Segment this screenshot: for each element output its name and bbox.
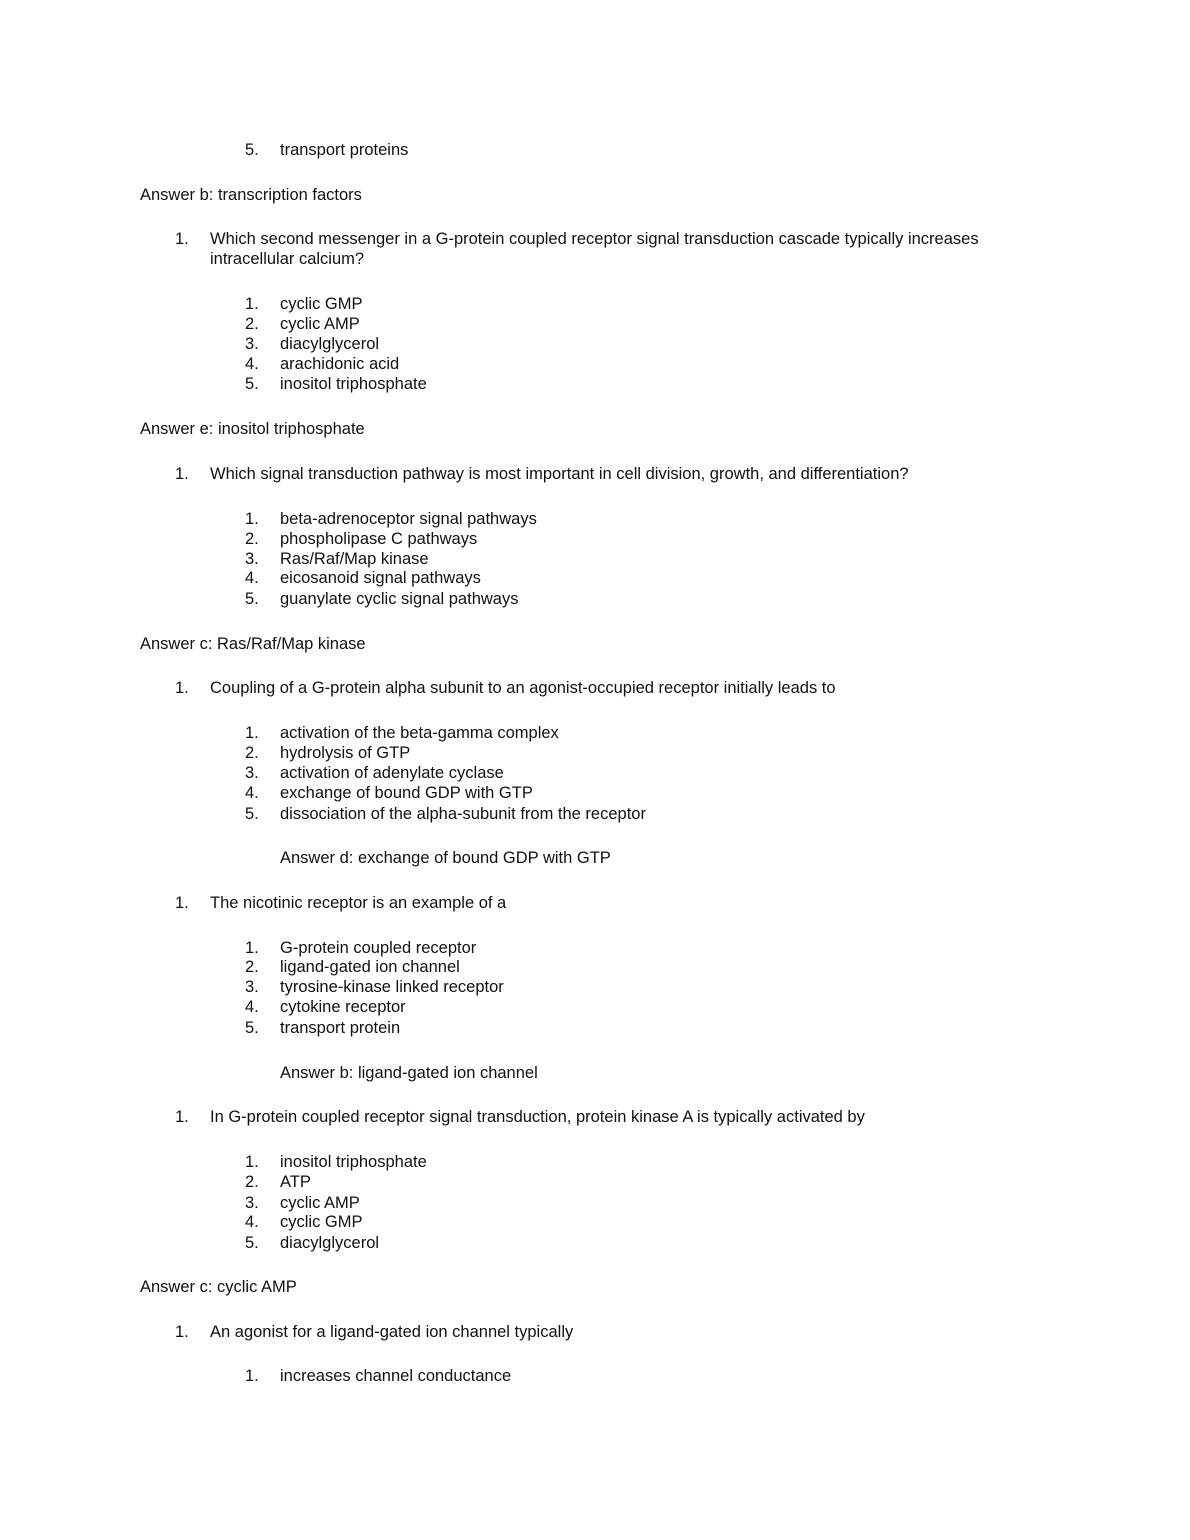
option-number: 1. bbox=[245, 939, 259, 957]
question-text: In G-protein coupled receptor signal transduction, protein kinase A is typically activated by bbox=[210, 1108, 865, 1126]
answer-line: Answer c: cyclic AMP bbox=[140, 1278, 297, 1296]
option-number: 2. bbox=[245, 530, 259, 548]
option-number: 1. bbox=[245, 1153, 259, 1171]
option-text: inositol triphosphate bbox=[280, 375, 427, 393]
question-text: Which second messenger in a G-protein coupled receptor signal transduction cascade typically increases intracellular calcium? bbox=[210, 230, 979, 268]
option-number: 3. bbox=[245, 978, 259, 996]
option-number: 4. bbox=[245, 355, 259, 373]
option-text: ligand-gated ion channel bbox=[280, 958, 460, 976]
option-number: 4. bbox=[245, 998, 259, 1016]
question-text: An agonist for a ligand-gated ion channel typically bbox=[210, 1323, 574, 1341]
option-number: 1. bbox=[245, 510, 259, 528]
option-number: 1. bbox=[245, 1367, 259, 1385]
option-number: 4. bbox=[245, 1213, 259, 1231]
option-number: 5. bbox=[245, 590, 259, 608]
option-number: 1. bbox=[245, 724, 259, 742]
answer-line: Answer e: inositol triphosphate bbox=[140, 420, 365, 438]
option-text: cyclic GMP bbox=[280, 295, 363, 313]
option-number: 5. bbox=[245, 1019, 259, 1037]
option-text: diacylglycerol bbox=[280, 335, 380, 353]
option-text: transport protein bbox=[280, 1019, 401, 1037]
question-number: 1. bbox=[175, 1108, 189, 1126]
option-number: 2. bbox=[245, 958, 259, 976]
question-number: 1. bbox=[175, 230, 189, 248]
option-text: cyclic AMP bbox=[280, 315, 360, 333]
option-text: hydrolysis of GTP bbox=[280, 744, 411, 762]
option-text: phospholipase C pathways bbox=[280, 530, 478, 548]
option-number: 4. bbox=[245, 569, 259, 587]
option-text: dissociation of the alpha-subunit from the receptor bbox=[280, 805, 646, 823]
option-number: 5. bbox=[245, 805, 259, 823]
option-number: 4. bbox=[245, 784, 259, 802]
option-number: 5. bbox=[245, 141, 259, 159]
option-text: activation of the beta-gamma complex bbox=[280, 724, 559, 742]
option-text: increases channel conductance bbox=[280, 1367, 512, 1385]
question-text: Coupling of a G-protein alpha subunit to an agonist-occupied receptor initially leads to bbox=[210, 679, 836, 697]
option-text: diacylglycerol bbox=[280, 1234, 380, 1252]
option-text: tyrosine-kinase linked receptor bbox=[280, 978, 504, 996]
answer-line: Answer d: exchange of bound GDP with GTP bbox=[280, 849, 611, 867]
option-number: 2. bbox=[245, 315, 259, 333]
answer-line: Answer b: ligand-gated ion channel bbox=[280, 1064, 538, 1082]
option-text: G-protein coupled receptor bbox=[280, 939, 477, 957]
option-text: cyclic GMP bbox=[280, 1213, 363, 1231]
question-text: Which signal transduction pathway is most important in cell division, growth, and differentiation? bbox=[210, 465, 909, 483]
option-text: eicosanoid signal pathways bbox=[280, 569, 481, 587]
option-number: 2. bbox=[245, 744, 259, 762]
question-number: 1. bbox=[175, 1323, 189, 1341]
question-number: 1. bbox=[175, 894, 189, 912]
option-number: 5. bbox=[245, 1234, 259, 1252]
option-text: cyclic AMP bbox=[280, 1194, 360, 1212]
question-number: 1. bbox=[175, 465, 189, 483]
option-text: arachidonic acid bbox=[280, 355, 400, 373]
option-number: 3. bbox=[245, 550, 259, 568]
option-number: 1. bbox=[245, 295, 259, 313]
option-text: exchange of bound GDP with GTP bbox=[280, 784, 533, 802]
option-text: transport proteins bbox=[280, 141, 409, 159]
option-number: 3. bbox=[245, 1194, 259, 1212]
option-number: 3. bbox=[245, 764, 259, 782]
question-number: 1. bbox=[175, 679, 189, 697]
option-number: 3. bbox=[245, 335, 259, 353]
option-text: beta-adrenoceptor signal pathways bbox=[280, 510, 537, 528]
answer-line: Answer b: transcription factors bbox=[140, 186, 362, 204]
option-number: 5. bbox=[245, 375, 259, 393]
option-text: activation of adenylate cyclase bbox=[280, 764, 504, 782]
answer-line: Answer c: Ras/Raf/Map kinase bbox=[140, 635, 366, 653]
option-text: cytokine receptor bbox=[280, 998, 406, 1016]
option-text: ATP bbox=[280, 1173, 311, 1191]
option-text: inositol triphosphate bbox=[280, 1153, 427, 1171]
question-text: The nicotinic receptor is an example of a bbox=[210, 894, 507, 912]
option-text: Ras/Raf/Map kinase bbox=[280, 550, 429, 568]
option-text: guanylate cyclic signal pathways bbox=[280, 590, 519, 608]
option-number: 2. bbox=[245, 1173, 259, 1191]
